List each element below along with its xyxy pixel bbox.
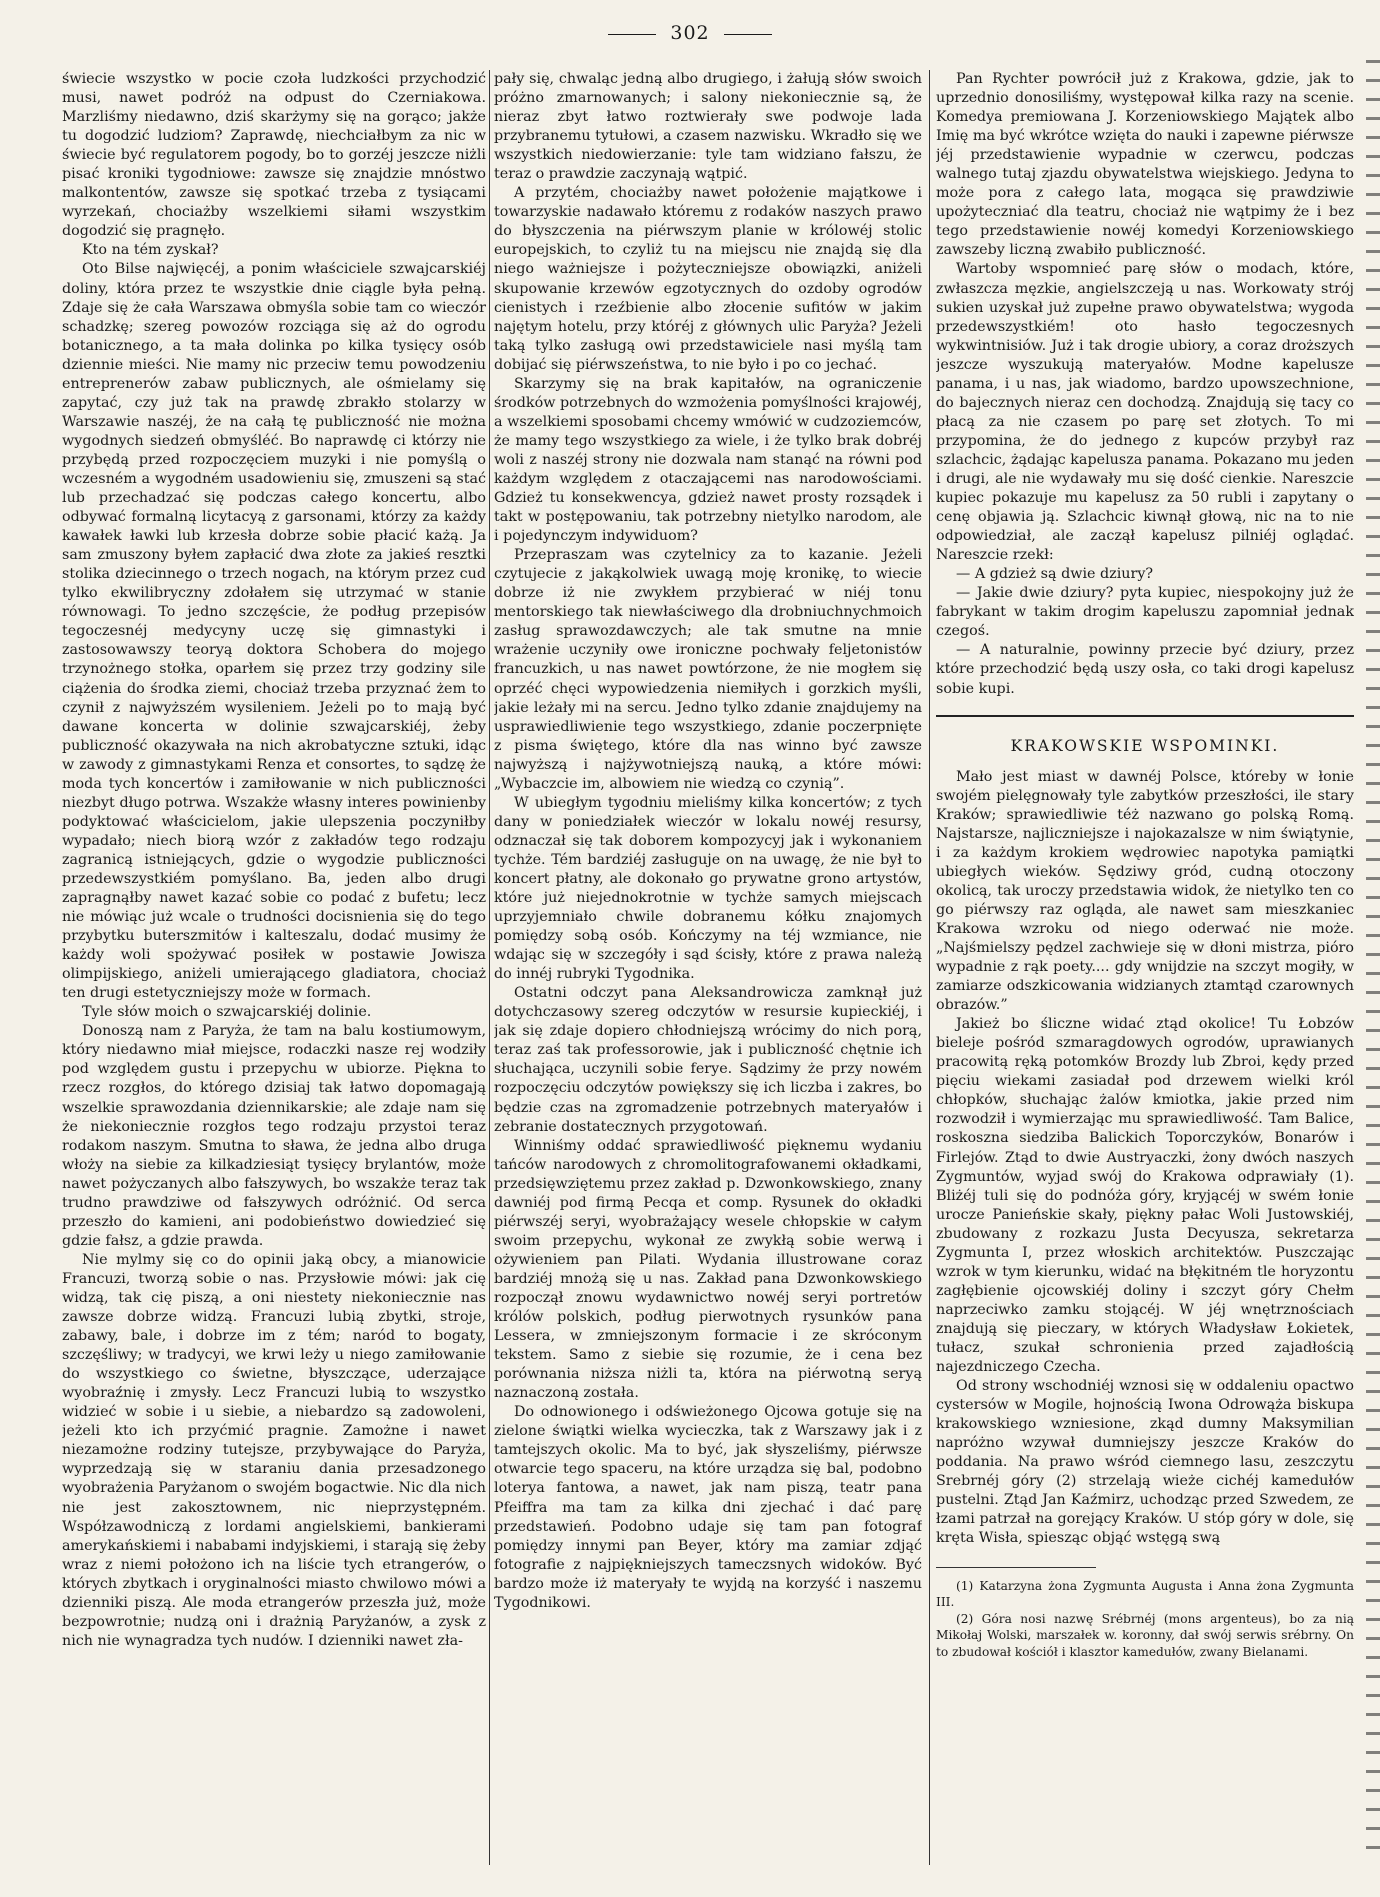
paragraph: Od strony wschodniéj wznosi się w oddaleniu opactwo cystersów w Mogile, hojnością Iwona Odrowąża biskupa krakowskiego wzniesione, zkąd dumny Maksymilian napróżno wzywał dumniejszy jeszcze Kraków do poddania. Na prawo wśród ciemnego lasu, zeszczytu Srebrnéj góry (2) strzelają wieże cichéj kamedułów pustelni. Ztąd Jan Kaźmirz, uchodząc przed Szwedem, ze łzami patrzał na gorejący Kraków. U stóp góry w dole, się kręta Wisła, spiesząc objąć wstęgą swą <box>936 1378 1354 1547</box>
footnote: (2) Góra nosi nazwę Srébrnéj (mons argenteus), bo za nią Mikołaj Wolski, marszałek w. koronny, dał swój serwis srébrny. On to zbudował kościół i klasztor kamedułów, zwany Bielanami. <box>936 1611 1354 1659</box>
column-middle <box>494 70 922 1870</box>
dialog-line: — A naturalnie, powinny przecie być dziury, przez które przechodzić będą uszy osła, co taki drogi kapelusz sobie kupi. <box>936 642 1354 697</box>
column-left <box>62 70 486 1870</box>
section-title: KRAKOWSKIE WSPOMINKI. <box>1010 736 1280 755</box>
paragraph: Mało jest miast w dawnéj Polsce, któreby w łonie swojém pielęgnowały tyle zabytków przeszłości, ile stary Kraków; sprawiedliwie téż nazwano go polską Romą. Najstarsze, najliczniejsze i najokazalsze w nim świątynie, i za każdym krokiem wędrowiec napotyka pamiątki ubiegłych wieków. Sędziwy gród, cudną otoczony okolicą, tak uroczy przedstawia widok, że nietylko ten co go piérwszy raz ogląda, ale nawet sam mieszkaniec Krakowa wzroku od niego oderwać nie może. „Najśmielszy pędzel zachwieje się w dłoni mistrza, pióro wypadnie z rąk poety.... gdy wnijdzie na szczyt mogiły, w zamiarze odszkicowania widzianych ztamtąd czarownych obrazów.” <box>936 768 1354 1014</box>
paragraph: Winniśmy oddać sprawiedliwość pięknemu wydaniu tańców narodowych z chromolitografowanemi okładkami, przedsięwziętemu przez zakład p. Dzwonkowskiego, znany dawniéj pod firmą Pecqa et comp. Rysunek do okładki piérwszéj seryi, wyobrażający wesele chłopskie w całym swoim przepychu, wykonał ze zwykłą sobie werwą i ożywieniem pan Pilati. Wydania illustrowane coraz bardziéj mnożą się u nas. Zakład pana Dzwonkowskiego rozpoczął znowu wydawnictwo nowéj seryi portretów królów polskich, podług pierwotnych rysunków pana Lessera, w zmniejszonym formacie i ze skróconym tekstem. Samo z siebie się rozumie, że i cena bez porównania niższa niżli ta, która na piérwotną seryą naznaczoną została. <box>494 1137 922 1402</box>
dialog-line: — Jakie dwie dziury? pyta kupiec, niespokojny już że fabrykant w takim drogim kapeluszu zapomniał jednak czegoś. <box>936 585 1354 640</box>
page-number: 302 <box>0 22 1380 44</box>
page-edge-marks <box>1366 60 1380 1860</box>
footnote: (1) Katarzyna żona Zygmunta Augusta i Anna żona Zygmunta III. <box>936 1578 1354 1610</box>
paragraph: W ubiegłym tygodniu mieliśmy kilka koncertów; z tych dany w poniedziałek wieczór w lokalu nowéj resursy, odznaczał się tak doborem kompozycyj jak i wykonaniem tychże. Tém bardziéj zasługuje on na uwagę, że nie był to koncert płatny, ale dokonało go prywatne grono artystów, które już niejednokrotnie w tychże samych miejscach uprzyjemniało chwile dobranemu kółku znajomych pomiędzy sobą osób. Kończymy na téj wzmiance, nie wdając się w szczegóły i sąd ścisły, które z prawa należą do innéj rubryki Tygodnika. <box>494 794 922 983</box>
paragraph: Pan Rychter powrócił już z Krakowa, gdzie, jak to uprzednio donosiliśmy, występował kilka razy na scenie. Komedya premiowana J. Korzeniowskiego Majątek albo Imię ma być wkrótce wzięta do nauki i zapewne piérwsze jéj przedstawienie wypadnie w czerwcu, podczas walnego tutaj zjazdu obywatelstwa wiejskiego. Jedyna to może pora z całego lata, mogąca się prawdziwie upożyteczniać dla teatru, chociaż nie wątpimy że i bez tego przedstawienie nowéj komedyi Korzeniowskiego zawszeby liczną zwabiło publiczność. <box>936 71 1354 259</box>
paragraph: Kto na tém zyskał? <box>82 242 219 259</box>
paragraph: Jakież bo śliczne widać ztąd okolice! Tu Łobzów bieleje pośród szmaragdowych ogrodów, uprawianych pracowitą ręką potomków Brozdy lub Zbroi, kędy przed pięciu wiekami zasiadał pod drzewem wielki król chłopków, słuchając żalów kmiotka, jakie przed nim rozwodził i wymierzając mu sprawiedliwość. Tam Balice, roskoszna siedziba Balickich Toporczyków, Bonarów i Firlejów. Ztąd to dwie Austryaczki, żony dwóch naszych Zygmuntów, wyjad swój do Krakowa odprawiały (1). Bliżéj tuli się do podnóża góry, kryjącéj w swém łonie urocze Panieńskie skały, piękny pałac Woli Justowskiéj, zbudowany z rozkazu Justa Decyusza, sekretarza Zygmunta I, przez włoskich architektów. Puszczając wzrok w tym kierunku, widać na błękitném tle horyzontu zagłębienie ojcowskiéj doliny i szczyt góry Chełm naprzeciwko zamku stojącéj. W jéj wnętrznościach znajdują się pieczary, w których Władysław Łokietek, tułacz, szukał schronienia przed zajadłością najezdniczego Czecha. <box>936 1016 1354 1376</box>
paragraph: Skarzymy się na brak kapitałów, na ograniczenie środków potrzebnych do wzmożenia pomyślności krajowéj, a wszelkiemi sposobami chcemy wmówić w cudzoziemców, że mamy tego wszystkiego za wiele, i że tylko brak dobréj woli z naszéj strony nie dozwala nam stanąć na równi pod każdym względem z otaczającemi nas narodowościami. Gdzież tu konsekwencya, gdzież nawet prosty rozsądek i takt w postępowaniu, tak potrzebny nietylko narodom, ale i pojedynczym indywiduom? <box>494 375 922 545</box>
section-body <box>936 768 1354 1549</box>
column-rule <box>489 70 490 1865</box>
column-right-body <box>936 70 1354 699</box>
section-divider <box>936 715 1354 717</box>
paragraph: Ostatni odczyt pana Aleksandrowicza zamknął już dotychczasowy szereg odczytów w resursie kupieckiéj, i jak się zdaje dopiero chłodniejszą wrócimy do nich porą, teraz zaś tak professorowie, jak i publiczność chętnie ich słuchająca, uczynili sobie ferye. Sądzimy że przy nowém rozpoczęciu odczytów powiększy się ich liczba i zakres, bo będzie czas na zgromadzenie potrzebnych materyałów i zebranie dostatecznych przygotowań. <box>494 985 922 1135</box>
column-right <box>936 70 1354 1870</box>
paragraph: Tyle słów moich o szwajcarskiéj dolinie. <box>82 1004 372 1021</box>
paragraph: pały się, chwaląc jedną albo drugiego, i żałują słów swoich próżno zmarnowanych; i salony niekoniecznie są, że nieraz zbyt łatwo roztwierały swe podwoje lada przybranemu tytułowi, a czasem nazwisku. Wkradło się we wszystkich niedowierzanie: tyle tam widziano fałszu, że teraz o prawdzie zaczynają wątpić. <box>494 71 922 183</box>
paragraph: Przepraszam was czytelnicy za to kazanie. Jeżeli czytujecie z jakąkolwiek uwagą moję kronikę, to wiecie dobrze iż nie zwykłem przybierać w niéj tonu mentorskiego tak niewłaściwego dla drobniuchnychmoich zasług sprawozdawczych; ale tak smutne na mnie wrażenie uczyniły owe ironiczne pochwały feljetonistów francuzkich, u nas nawet powtórzone, że nie mogłem się oprzéć chęci wypowiedzenia niemiłych i gorzkich myśli, jakie leżały mi na sercu. Jedno tylko zdanie znajdujemy na usprawiedliwienie tego wszystkiego, zdanie poczerpnięte z pisma świętego, które dla nas winno być zawsze najwyższą i najżywotniejszą nauką, a które mówi: „Wybaczcie im, albowiem nie wiedzą co czynią”. <box>494 547 922 792</box>
paragraph: Wartoby wspomnieć parę słów o modach, które, zwłaszcza męzkie, angielszczeją u nas. Workowaty strój sukien uzyskał już zupełne prawo obywatelstwa; wygoda przedewszystkiém! oto hasło tegoczesnych wykwintnisiów. Już i tak drogie ubiory, a coraz droższych jeszcze wyszukują materyałów. Modne kapelusze panama, i u nas, jak wiadomo, bardzo upowszechnione, do bajecznych nieraz cen dochodzą. Znajdują się tacy co płacą za nie czasem po parę set złotych. To mi przypomina, że do jednego z kupców przybył raz szlachcic, żądając kapelusza panama. Pokazano mu jeden i drugi, ale nie wydawały mu się dość cienkie. Nareszcie kupiec pokazuje mu kapelusz za 50 rubli i zapytany o cenę objawia ją. Szlachcic kiwnął głową, nic na to nie odpowiedział, ale zaczął kapelusz pilniéj oglądać. Nareszcie rzekł: <box>936 261 1354 564</box>
column-rule <box>929 70 930 1865</box>
footnote-divider <box>936 1567 1096 1568</box>
paragraph: Donoszą nam z Paryża, że tam na balu kostiumowym, który niedawno miał miejsce, rodaczki nasze rej wodziły pod względem gustu i przepychu w ubiorze. Piękna to rzecz rozgłos, do którego dzisiaj tak łatwo dopomagają wszelkie sprawozdania dziennikarskie; ale zdaje nam się że niekoniecznie rozgłos tego rodzaju przystoi teraz rodakom naszym. Smutna to sława, że jedna albo druga włoży na siebie za kilkadziesiąt tysięcy brylantów, może nawet pożyczanych albo fałszywych, bo wszakże teraz tak trudno prawdziwe od fałszywych odróżnić. Od serca przeszło do kamieni, ani podobieństwo dowiedzieć się gdzie fałsz, a gdzie prawda. <box>62 1023 486 1249</box>
footnotes <box>936 1578 1354 1661</box>
paragraph: Do odnowionego i odświeżonego Ojcowa gotuje się na zielone świątki wielka wycieczka, tak z Warszawy jak i z tamtejszych okolic. Ma to być, jak słyszeliśmy, piérwsze otwarcie tego spaceru, na które urządza się bal, podobno loterya fantowa, a nawet, jak nam piszą, teatr pana Pfeiffra ma tam za kilka dni zjechać i dać parę przedstawień. Podobno udaje się tam pan fotograf pomiędzy innymi pan Beyer, który ma zamiar zdjąć fotografie z najpiękniejszych tameczsnych widoków. Być bardzo może iż materyały te wyjdą na korzyść i naszemu Tygodnikowi. <box>494 1404 922 1611</box>
dialog-line: — A gdzież są dwie dziury? <box>956 566 1154 583</box>
paragraph: A przytém, chociażby nawet położenie majątkowe i towarzyskie nadawało któremu z rodaków naszych prawo do błyszczenia na piérwszym planie w królowéj stolic europejskich, to czyliż tu na miejscu nie znajdą się dla niego ważniejsze i pożyteczniejsze obowiązki, aniżeli skupowanie krzewów egzotycznych do ozdoby ogrodów cienistych i rzeźbienie albo złocenie sufitów w jakim najętym hotelu, przy któréj z głównych ulic Paryża? Jeżeli taką tylko zasługą owi przedstawiciele nasi myślą tam dobijać się piérwszeństwa, to nie było i po co jechać. <box>494 185 922 373</box>
paragraph: Oto Bilse najwięcéj, a ponim właściciele szwajcarskiéj doliny, która przez te wszystkie dnie ciągle była pełną. Zdaje się że cała Warszawa obmyśla sobie tam co wieczór schadzkę; szereg powozów rozciąga się aż do ogrodu botanicznego, a ta mała dolinka po kilka tysięcy osób dziennie mieści. Nie mamy nic przeciw temu powodzeniu entreprenerów zabaw publicznych, ale ośmielamy się zapytać, czy już tak na prawdę zbrakło stolarzy w Warszawie naszéj, że na całą tę publiczność nie można wygodnych siedzeń obmyśléć. Bo naprawdę ci którzy nie przybędą przed rozpoczęciem muzyki i nie pomyślą o wczesném a wygodném usadowieniu się, zmuszeni są stać lub przechadzać się podczas całego koncertu, albo odbywać formalną licytacyą z garsonami, którzy za każdy kawałek ławki lub krzesła dobrze sobie płacić każą. Ja sam zmuszony byłem zapłacić dwa złote za jakieś resztki stolika dziecinnego o trzech nogach, na którym przez cud tylko ekwilibryczny zdołałem się utrzymać w stanie równowagi. To jedno szczęście, że podług przepisów tegoczesnéj medycyny uczę się gimnastyki i zastosowawszy teoryą doktora Schobera do mojego trzynożnego stołka, oparłem się przez trzy godziny sile ciążenia do środka ziemi, chociaż trzeba przyznać żem to czynił z najwyższém wysileniem. Jeżeli po to mają być dawane koncerta w dolinie szwajcarskiéj, żeby publiczność okazywała na nich akrobatyczne sztuki, idąc w zawody z gimnastykami Renza et consortes, to sądzę że moda tych koncertów i zamiłowanie w nich publiczności niezbyt długo potrwa. Wszakże własny interes powinienby podyktować właścicielom, jakie ulepszenia poczyniłby wypadało; niech biorą wzór z zakładów tego rodzaju zagranicą istniejących, gdzie o wygodzie publiczności przedewszystkiém pomyślano. Ba, jeden albo drugi zapragnąłby nawet kazać sobie co podać z bufetu; lecz nie mówiąc już wcale o trudności docisnienia się do tego przybytku buterszmitów i kalteszalu, dodać musimy że każdy woli spożywać posiłek w postawie Jowisza olimpijskiego, aniżeli umierającego gladiatora, chociaż ten drugi estetyczniejszy może w formach. <box>62 261 486 1002</box>
paragraph: Nie mylmy się co do opinii jaką obcy, a mianowicie Francuzi, tworzą sobie o nas. Przysłowie mówi: jak cię widzą, tak cię piszą, a oni niestety niekoniecznie nas zawsze dobrze widzą. Francuzi lubią zbytki, stroje, zabawy, bale, i dobrze im z tém; naród to bogaty, szczęśliwy; w tradycyi, we krwi leży u niego zamiłowanie do wszystkiego co świetne, błyszczące, uderzające wyobraźnię i zmysły. Lecz Francuzi lubią to wszystko widzieć w sobie i u siebie, a niebardzo są zadowoleni, jeżeli kto ich przyćmić pragnie. Zamożne i nawet niezamożne rodziny tutejsze, przybywające do Paryża, wyprzedzają się w staraniu dania przesadzonego wyobrażenia Paryżanom o swojém bogactwie. Nic dla nich nie jest zakosztownem, nic nieprzystępném. Współzawodniczą z lordami angielskiemi, bankierami amerykańskiemi i nababami indyjskiemi, i starają się żeby wraz z niemi położono ich na liście tych etrangerów, o których zbytkach i oryginalności miasto chwilowo mówi a dzienniki piszą. Ale moda etrangerów przeszła już, może bezpowrotnie; nudzą oni i drażnią Paryżanów, a zysk z nich nie wynagradza tych nudów. I dzienniki nawet zła- <box>62 1251 486 1649</box>
paragraph: świecie wszystko w pocie czoła ludzkości przychodzić musi, nawet podróż na odpust do Czerniakowa. Marzliśmy niedawno, dziś skarżymy się na gorąco; jakże tu dogodzić ludziom? Zaprawdę, niechciałbym za nic w świecie być regulatorem pogody, bo to gorzéj jeszcze niżli pisać kroniki tygodniowe: zawsze się znajdzie mnóstwo malkontentów, zawsze się spotkać trzeba z tysiącami wyrzekań, chociażby wszelkiemi siłami wszystkim dogodzić się pragnęło. <box>62 71 486 240</box>
